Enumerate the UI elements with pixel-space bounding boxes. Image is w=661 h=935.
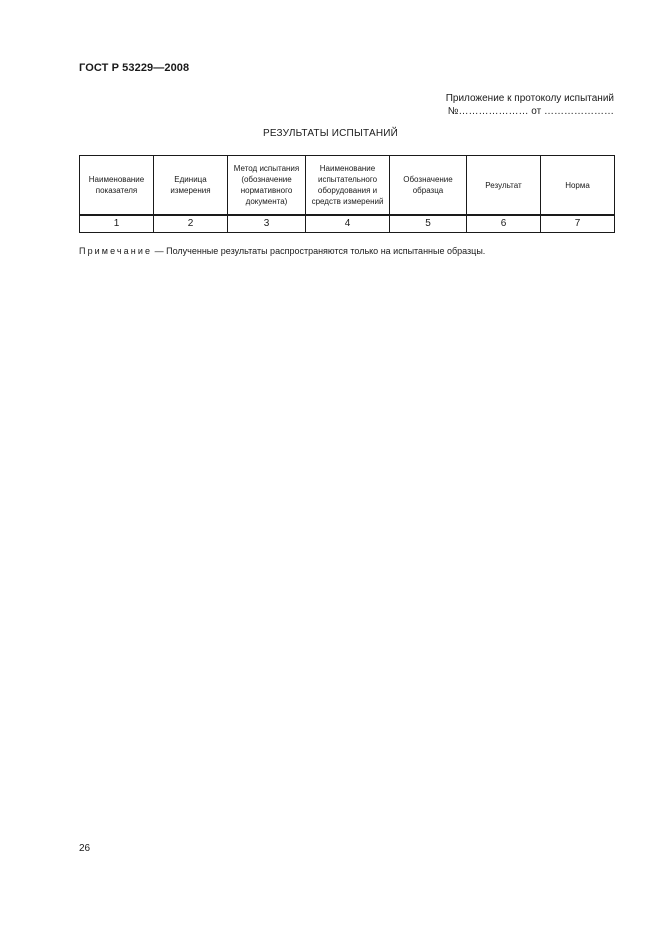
header-test-method: Метод испытания (обозначение нормативного документа) bbox=[228, 156, 306, 216]
note-dash: — bbox=[154, 246, 164, 256]
header-norm: Норма bbox=[541, 156, 615, 216]
results-table bbox=[79, 155, 615, 233]
note-text: Полученные результаты распространяются только на испытанные образцы. bbox=[166, 246, 486, 256]
column-number-cell: 2 bbox=[154, 215, 228, 233]
appendix-reference bbox=[446, 92, 614, 118]
table-header-row bbox=[80, 156, 615, 216]
column-number-cell: 1 bbox=[80, 215, 154, 233]
header-sample-id: Обозначение образца bbox=[390, 156, 467, 216]
column-number-cell: 7 bbox=[541, 215, 615, 233]
column-number-cell: 3 bbox=[228, 215, 306, 233]
table-row bbox=[80, 215, 615, 233]
header-equipment: Наименование испытательного оборудования и средств измерений bbox=[306, 156, 390, 216]
appendix-line-2: №………………… от ………………… bbox=[447, 106, 614, 117]
header-indicator-name: Наименование показателя bbox=[80, 156, 154, 216]
column-number-cell: 5 bbox=[390, 215, 467, 233]
page-number: 26 bbox=[79, 843, 91, 854]
document-header: ГОСТ Р 53229—2008 bbox=[79, 62, 190, 74]
note-label: Примечание bbox=[79, 246, 153, 256]
header-unit: Единица измерения bbox=[154, 156, 228, 216]
column-number-cell: 4 bbox=[306, 215, 390, 233]
appendix-line-1: Приложение к протоколу испытаний bbox=[445, 93, 614, 104]
header-result: Результат bbox=[467, 156, 541, 216]
table-note bbox=[79, 246, 485, 256]
section-title: РЕЗУЛЬТАТЫ ИСПЫТАНИЙ bbox=[262, 128, 399, 139]
column-number-cell: 6 bbox=[467, 215, 541, 233]
